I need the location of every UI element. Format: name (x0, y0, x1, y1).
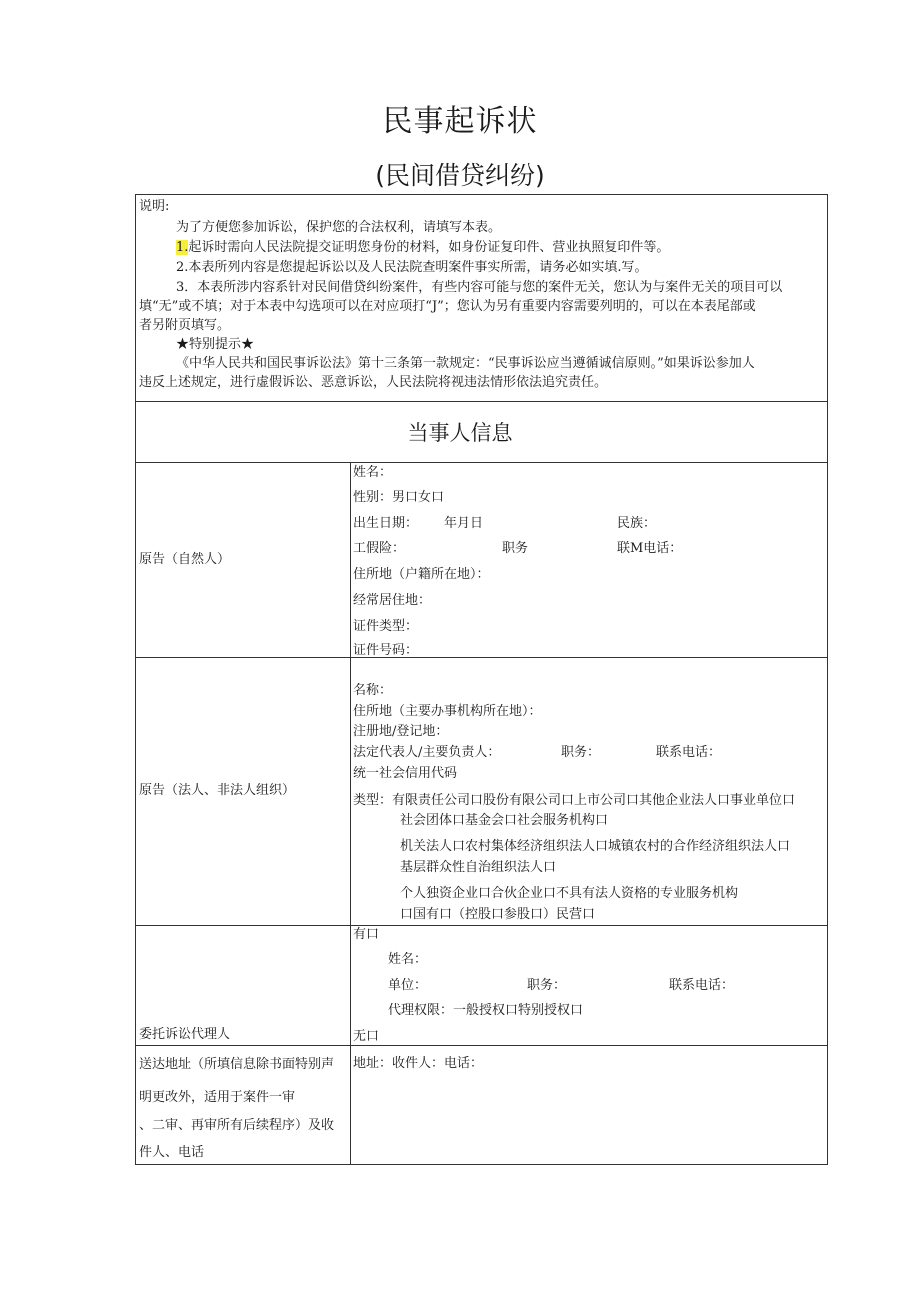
instructions-item-2: 2.本表所列内容是您提起诉讼以及人民法院查明案件事实所需，请务必如实填.写。 (176, 260, 648, 275)
special-tip: ★特别提示★ (176, 337, 255, 352)
instructions-intro: 为了方便您参加诉讼，保护您的合法权利，请填写本表。 (176, 220, 502, 235)
service-address-label-line2: 明更改外，适用于案件一审 (139, 1090, 296, 1105)
document-subtitle: (民间借贷纠纷) (375, 161, 545, 190)
legal-phone-field[interactable]: 联系电话： (656, 745, 722, 760)
natural-name-field[interactable]: 姓名： (353, 465, 393, 480)
natural-birth-ymd: 年月日 (444, 516, 484, 531)
legal-type-line1[interactable]: 类型：有限责任公司口股份有限公司口上市公司口其他企业法人口事业单位口 (353, 793, 796, 808)
legal-type-line2[interactable]: 社会团体口基金会口社会服务机构口 (400, 813, 609, 828)
legal-type-line3[interactable]: 机关法人口农村集体经济组织法人口城镇农村的合作经济组织法人口 (400, 839, 791, 854)
document-title: 民事起诉状 (382, 104, 538, 139)
service-address-field[interactable]: 地址：收件人：电话： (353, 1056, 484, 1071)
legal-domicile-field[interactable]: 住所地（主要办事机构所在地）： (353, 704, 542, 719)
natural-birth-field[interactable]: 出生日期： (353, 516, 419, 531)
instructions-label: 说明: (139, 199, 170, 214)
instructions-item-3-line2: 填“无”或不填；对于本表中勾选项可以在对应项打“J”；您认为另有重要内容需要列明的，可以在本表尾部或 (139, 299, 756, 314)
legal-credit-code-field[interactable]: 统一社会信用代码 (353, 766, 458, 781)
instructions-item-1 (176, 240, 669, 256)
legal-name-field[interactable]: 名称： (353, 683, 393, 698)
natural-id-number-field[interactable]: 证件号码： (353, 643, 419, 658)
plaintiff-natural-label: 原告（自然人） (139, 552, 231, 567)
row-divider (135, 401, 828, 402)
natural-id-type-field[interactable]: 证件类型： (353, 619, 419, 634)
agent-authority-field[interactable]: 代理权限：一般授权口特别授权口 (388, 1003, 584, 1018)
natural-position-field[interactable]: 职务 (502, 541, 529, 556)
agent-label: 委托诉讼代理人 (139, 1027, 231, 1042)
natural-phone-field[interactable]: 联M电话： (617, 541, 683, 556)
agent-position-field[interactable]: 职务： (527, 978, 567, 993)
agent-phone-field[interactable]: 联系电话： (669, 978, 735, 993)
legal-type-line5[interactable]: 个人独资企业口合伙企业口不具有法人资格的专业服务机构 (400, 886, 739, 901)
service-address-label-line4: 件人、电话 (139, 1145, 205, 1160)
natural-ethnicity-field[interactable]: 民族： (617, 516, 657, 531)
legal-position-field[interactable]: 职务： (561, 745, 601, 760)
row-divider (135, 462, 828, 463)
party-info-heading: 当事人信息 (407, 421, 513, 445)
agent-has-checkbox[interactable]: 有口 (353, 927, 380, 942)
instructions-item-3-line3: 者另附页填写。 (139, 318, 231, 333)
agent-unit-field[interactable]: 单位： (388, 978, 428, 993)
natural-domicile-field[interactable]: 住所地（户籍所在地）： (353, 567, 490, 582)
column-divider (350, 462, 351, 1164)
service-address-label-line3: 、二审、再审所有后续程序）及收 (139, 1118, 335, 1133)
row-divider (135, 925, 828, 926)
plaintiff-legal-label: 原告（法人、非法人组织） (139, 783, 296, 798)
law-text-line2: 违反上述规定，进行虚假诉讼、恶意诉讼，人民法院将视违法情形依法追究责任。 (139, 375, 608, 390)
instructions-item-3-line1: 3．本表所涉内容系针对民间借贷纠纷案件，有些内容可能与您的案件无关，您认为与案件无关的项目可以 (176, 280, 783, 295)
legal-type-line4[interactable]: 基层群众性自治组织法人口 (400, 860, 557, 875)
legal-rep-field[interactable]: 法定代表人/主要负责人： (353, 745, 501, 760)
item-1-number: 1. (176, 240, 189, 255)
law-text-line1: 《中华人民共和国民事诉讼法》第十三条第一款规定：“民事诉讼应当遵循诚信原则。”如果诉讼参加人 (176, 356, 755, 371)
agent-none-checkbox[interactable]: 无口 (353, 1029, 380, 1044)
row-divider (135, 1045, 828, 1046)
service-address-label-line1: 送达地址（所填信息除书面特别声 (139, 1057, 335, 1072)
item-1-text: 起诉时需向人民法院提交证明您身份的材料，如身份证复印件、营业执照复印件等。 (188, 240, 670, 255)
natural-residence-field[interactable]: 经常居住地： (353, 593, 432, 608)
legal-type-line6[interactable]: 口国有口（控股口参股口）民营口 (400, 907, 596, 922)
agent-name-field[interactable]: 姓名： (388, 952, 428, 967)
natural-gender-field[interactable]: 性别：男口女口 (353, 490, 445, 505)
legal-registration-field[interactable]: 注册地/登记地： (353, 724, 449, 739)
natural-work-field[interactable]: 工假险： (353, 541, 406, 556)
row-divider (135, 657, 828, 658)
